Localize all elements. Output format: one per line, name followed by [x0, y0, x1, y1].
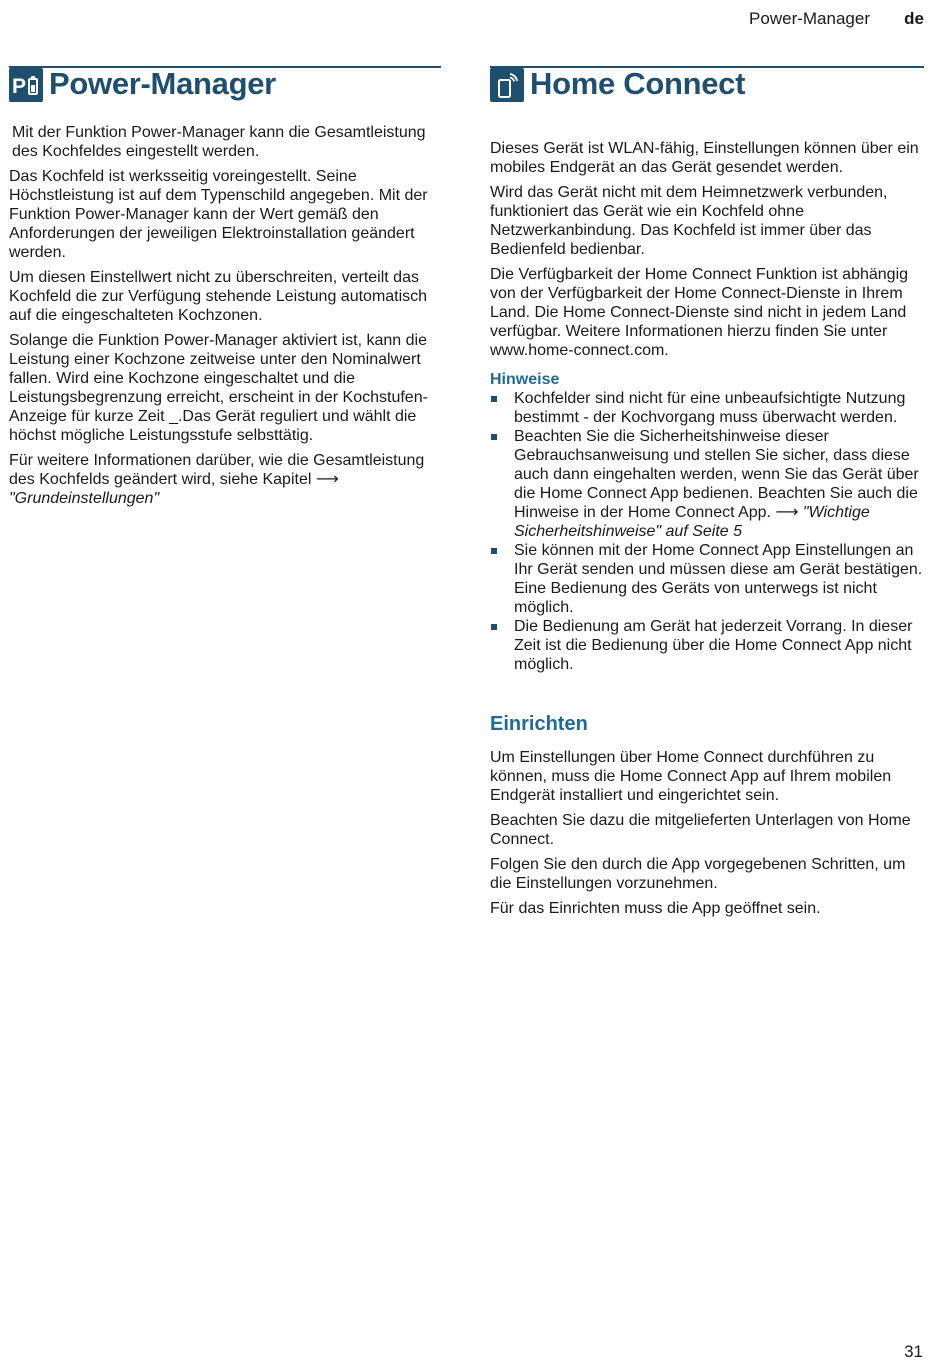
paragraph: Wird das Gerät nicht mit dem Heimnetzwerk verbunden, funktioniert das Gerät wie ein Kochfeld ohne Netzwerkanbindung. Das Kochfeld ist immer über das Bedienfeld bedienbar. [490, 184, 888, 258]
paragraph: Dieses Gerät ist WLAN-fähig, Einstellungen können über ein mobiles Endgerät an das Gerät gesendet werden. [490, 140, 919, 176]
square-bullet-icon [491, 434, 497, 440]
paragraph: Um Einstellungen über Home Connect durchführen zu können, muss die Home Connect App auf Ihrem mobilen Endgerät installiert und eingerichtet sein. [490, 749, 892, 804]
home-connect-icon [490, 68, 524, 102]
power-manager-icon [9, 68, 43, 102]
running-header [0, 9, 950, 31]
home-connect-heading [490, 66, 924, 116]
hinweise-list [490, 389, 924, 674]
list-item [490, 427, 924, 541]
list-item-text: Beachten Sie die Sicherheitshinweise dieser Gebrauchsanweisung und stellen Sie sicher, dass diese auch dann eingehalten werden, wenn Sie das Gerät über die Home Connect App bedienen. Beachten Sie auch die Hinweise in der Home Connect App. [514, 428, 919, 521]
arrow-right-icon: ⟶ [315, 471, 339, 488]
square-bullet-icon [491, 548, 497, 554]
header-section-name: Power-Manager [749, 9, 870, 28]
home-connect-body [490, 139, 924, 918]
paragraph-cross-reference [9, 451, 441, 508]
power-manager-heading [9, 66, 441, 116]
list-item [490, 541, 924, 617]
square-bullet-icon [491, 624, 497, 630]
header-language-code: de [904, 9, 924, 28]
cross-reference-text: Für weitere Informationen darüber, wie die Gesamtleistung des Kochfelds geändert wird, siehe Kapitel [9, 452, 425, 488]
paragraph: Folgen Sie den durch die App vorgegebenen Schritten, um die Einstellungen vorzunehmen. [490, 856, 906, 892]
power-manager-body [9, 123, 441, 508]
home-connect-column [490, 66, 924, 924]
square-bullet-icon [491, 396, 497, 402]
paragraph: Mit der Funktion Power-Manager kann die Gesamtleistung des Kochfeldes eingestellt werden. [12, 124, 426, 160]
home-connect-title: Home Connect [530, 66, 746, 101]
power-manager-column [9, 66, 441, 514]
page-number: 31 [904, 1342, 923, 1361]
list-item [490, 617, 924, 674]
cross-reference-link: "Grundeinstellungen" [9, 490, 160, 507]
list-item-text: Die Bedienung am Gerät hat jederzeit Vorrang. In dieser Zeit ist die Bedienung über die Home Connect App nicht möglich. [514, 618, 913, 673]
einrichten-heading: Einrichten [490, 713, 588, 735]
paragraph: Das Kochfeld ist werksseitig voreingestellt. Seine Höchstleistung ist auf dem Typenschild angegeben. Mit der Funktion Power-Manager kann der Wert gemäß den Anforderungen der jeweiligen Elektroinstallation geändert werden. [9, 168, 428, 261]
paragraph: Beachten Sie dazu die mitgelieferten Unterlagen von Home Connect. [490, 812, 911, 848]
list-item-text: Kochfelder sind nicht für eine unbeaufsichtigte Nutzung bestimmt - der Kochvorgang muss überwacht werden. [514, 390, 906, 426]
cross-reference-link: "Wichtige Sicherheitshinweise" auf Seite 5 [514, 504, 870, 540]
power-manager-title: Power-Manager [49, 66, 276, 101]
paragraph: Solange die Funktion Power-Manager aktiviert ist, kann die Leistung einer Kochzone zeitweise unter den Nominalwert fallen. Wird eine Kochzone eingeschaltet und die Leistungsbegrenzung erreicht, erscheint in der Kochstufen-Anzeige für kurze Zeit _.Das Gerät reguliert und wählt die höchst mögliche Leistungsstufe selbsttätig. [9, 332, 428, 444]
arrow-right-icon: ⟶ [775, 504, 799, 521]
hinweise-heading: Hinweise [490, 371, 560, 388]
paragraph: Die Verfügbarkeit der Home Connect Funktion ist abhängig von der Verfügbarkeit der Home Connect-Dienste in Ihrem Land. Die Home Connect-Dienste sind nicht in jedem Land verfügbar. Weitere Informationen hierzu finden Sie unter www.home-connect.com. [490, 266, 909, 359]
list-item [490, 389, 924, 427]
paragraph: Für das Einrichten muss die App geöffnet sein. [490, 900, 821, 917]
svg-text:P: P [12, 75, 27, 98]
list-item-text: Sie können mit der Home Connect App Einstellungen an Ihr Gerät senden und müssen diese am Gerät bestätigen. Eine Bedienung des Geräts von unterwegs ist nicht möglich. [514, 542, 923, 616]
paragraph: Um diesen Einstellwert nicht zu überschreiten, verteilt das Kochfeld die zur Verfügung stehende Leistung automatisch auf die eingeschalteten Kochzonen. [9, 269, 428, 324]
